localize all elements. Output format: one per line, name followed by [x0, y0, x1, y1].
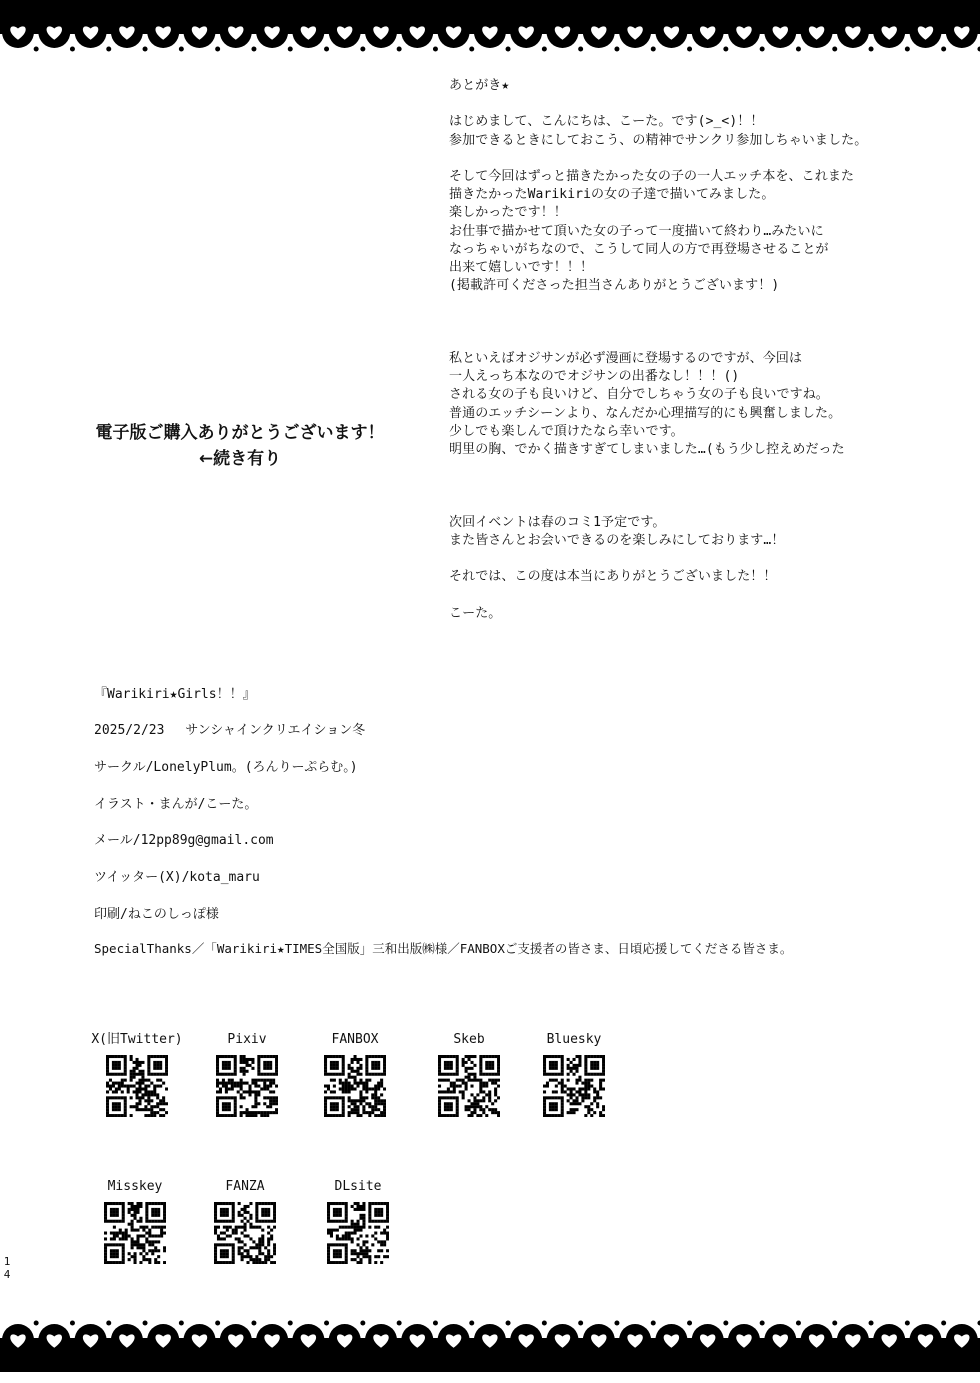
- lace-dot: [905, 1321, 910, 1326]
- lace-dot: [614, 47, 619, 52]
- afterword-line: 明里の胸、でかく描きすぎてしまいました…(もう少し控えめだった: [449, 442, 845, 458]
- qr-item-bluesky: [519, 1031, 629, 1117]
- ebook-thanks-line: 電子版ご購入ありがとうございます！: [95, 423, 385, 443]
- afterword-line: 楽しかったです！！: [449, 205, 567, 221]
- afterword-line: 少しでも楽しんで頂けたなら幸いです。: [449, 423, 684, 439]
- lace-dot: [179, 1321, 184, 1326]
- lace-dot: [215, 47, 220, 52]
- lace-border-top: [0, 0, 980, 60]
- lace-dot: [215, 1321, 220, 1326]
- lace-dot: [651, 47, 656, 52]
- afterword-line: 描きたかったWarikiriの女の子達で描いてみました。: [449, 187, 775, 203]
- afterword-line: なっちゃいがちなので、こうして同人の方で再登場させることが: [449, 241, 829, 257]
- afterword-line: [449, 459, 969, 477]
- page-number-digit: 4: [3, 1268, 11, 1281]
- qr-code-icon: [104, 1202, 166, 1264]
- afterword-line: それでは、この度は本当にありがとうございました！！: [449, 569, 777, 585]
- afterword-line: [449, 314, 969, 332]
- ebook-thanks-notice: [40, 420, 440, 472]
- qr-item-pixiv: [192, 1031, 302, 1117]
- lace-dot: [723, 1321, 728, 1326]
- afterword-text: [449, 77, 969, 623]
- lace-dot: [760, 1321, 765, 1326]
- afterword-line: はじめまして、こんにちは、こーた。です(>_<)！！: [449, 114, 764, 130]
- printer-info: 印刷/ねこのしっぽ様: [94, 907, 219, 922]
- lace-dot: [578, 1321, 583, 1326]
- lace-dot: [288, 1321, 293, 1326]
- lace-dot: [251, 47, 256, 52]
- lace-dot: [687, 1321, 692, 1326]
- afterword-line: [449, 496, 969, 514]
- lace-dot: [832, 1321, 837, 1326]
- lace-dot: [760, 47, 765, 52]
- twitter-info: ツイッター(X)/kota_maru: [94, 870, 260, 885]
- afterword-line: 普通のエッチシーンより、なんだか心理描写的にも興奮しました。: [449, 405, 842, 421]
- lace-dot: [723, 47, 728, 52]
- afterword-line: [449, 332, 969, 350]
- lace-dot: [869, 47, 874, 52]
- afterword-line: [449, 150, 969, 168]
- lace-dot: [324, 1321, 329, 1326]
- qr-code-icon: [106, 1055, 168, 1117]
- afterword-line: される女の子も良いけど、自分でしちゃう女の子も良いですね。: [449, 387, 829, 403]
- qr-code-icon: [216, 1055, 278, 1117]
- lace-dot: [360, 47, 365, 52]
- qr-code-icon: [543, 1055, 605, 1117]
- afterword-line: [449, 587, 969, 605]
- afterword-line: お仕事で描かせて頂いた女の子って一度描いて終わり…みたいに: [449, 223, 824, 239]
- afterword-line: [449, 295, 969, 313]
- qr-label: DLsite: [334, 1179, 382, 1194]
- afterword-line: また皆さんとお会いできるのを楽しみにしております…！: [449, 533, 785, 549]
- afterword-line: (掲載許可くださった担当さんありがとうございます！): [449, 278, 780, 294]
- lace-dot: [397, 1321, 402, 1326]
- lace-dot: [34, 47, 39, 52]
- page-number: [2, 1255, 12, 1281]
- book-title: 『Warikiri★Girls！！』: [94, 687, 256, 702]
- qr-label: Pixiv: [227, 1032, 267, 1047]
- lace-dot: [288, 47, 293, 52]
- afterword-line: そして今回はずっと描きたかった女の子の一人エッチ本を、これまた: [449, 169, 855, 185]
- lace-dot: [869, 1321, 874, 1326]
- lace-dot: [796, 1321, 801, 1326]
- afterword-line: あとがき★: [449, 78, 510, 93]
- qr-label: X(旧Twitter): [91, 1032, 183, 1047]
- afterword-line: [449, 95, 969, 113]
- afterword-line: 参加できるときにしておこう、の精神でサンクリ参加しちゃいました。: [449, 132, 868, 148]
- page-number-digit: 1: [3, 1255, 11, 1268]
- lace-dot: [941, 47, 946, 52]
- qr-item-fanbox: [300, 1031, 410, 1117]
- lace-dot: [506, 1321, 511, 1326]
- lace-dot: [542, 47, 547, 52]
- afterword-line: [449, 477, 969, 495]
- lace-border-bottom: [0, 1312, 980, 1372]
- afterword-line: こーた。: [449, 605, 502, 621]
- illust-credit: イラスト・まんが/こーた。: [94, 797, 258, 812]
- qr-label: FANBOX: [331, 1032, 379, 1047]
- qr-item-fanza: [190, 1178, 300, 1264]
- lace-dot: [179, 47, 184, 52]
- qr-code-icon: [327, 1202, 389, 1264]
- lace-dot: [433, 1321, 438, 1326]
- lace-dot: [687, 47, 692, 52]
- lace-dot: [542, 1321, 547, 1326]
- lace-dot: [941, 1321, 946, 1326]
- qr-item-x: [82, 1031, 192, 1117]
- qr-code-icon: [214, 1202, 276, 1264]
- lace-dot: [70, 47, 75, 52]
- lace-dot: [796, 47, 801, 52]
- lace-dot: [70, 1321, 75, 1326]
- afterword-line: [449, 550, 969, 568]
- mail-info: メール/12pp89g@gmail.com: [94, 833, 274, 848]
- lace-dot: [433, 47, 438, 52]
- afterword-line: 出来て嬉しいです！！！: [449, 260, 594, 276]
- qr-label: Bluesky: [546, 1032, 602, 1047]
- lace-dot: [651, 1321, 656, 1326]
- lace-dot: [34, 1321, 39, 1326]
- circle-info: サークル/LonelyPlum。(ろんりーぷらむ。): [94, 760, 358, 775]
- lace-dot: [469, 1321, 474, 1326]
- lace-dot: [106, 1321, 111, 1326]
- qr-label: Skeb: [453, 1032, 485, 1047]
- lace-dot: [832, 47, 837, 52]
- lace-dot: [905, 47, 910, 52]
- lace-dot: [506, 47, 511, 52]
- qr-item-dlsite: [303, 1178, 413, 1264]
- qr-code-icon: [324, 1055, 386, 1117]
- lace-dot: [143, 1321, 148, 1326]
- qr-label: FANZA: [225, 1179, 265, 1194]
- afterword-line: 次回イベントは春のコミ1予定です。: [449, 514, 666, 530]
- lace-dot: [614, 1321, 619, 1326]
- afterword-line: 私といえばオジサンが必ず漫画に登場するのですが、今回は: [449, 351, 803, 367]
- lace-dot: [360, 1321, 365, 1326]
- lace-dot: [251, 1321, 256, 1326]
- qr-item-skeb: [414, 1031, 524, 1117]
- lace-dot: [106, 47, 111, 52]
- qr-item-misskey: [80, 1178, 190, 1264]
- lace-dot: [397, 47, 402, 52]
- qr-code-icon: [438, 1055, 500, 1117]
- afterword-line: 一人えっち本なのでオジサンの出番なし！！！(): [449, 369, 740, 385]
- event-info: 2025/2/23 サンシャインクリエイション冬: [94, 723, 366, 738]
- lace-dot: [578, 47, 583, 52]
- continued-note: ←続き有り: [198, 449, 282, 469]
- special-thanks: SpecialThanks／「Warikiri★TIMES全国版」三和出版㈱様／FANBOXご支援者の皆さま、日頃応援してくださる皆さま。: [94, 941, 793, 956]
- qr-label: Misskey: [107, 1179, 163, 1194]
- lace-dot: [324, 47, 329, 52]
- lace-dot: [143, 47, 148, 52]
- lace-dot: [469, 47, 474, 52]
